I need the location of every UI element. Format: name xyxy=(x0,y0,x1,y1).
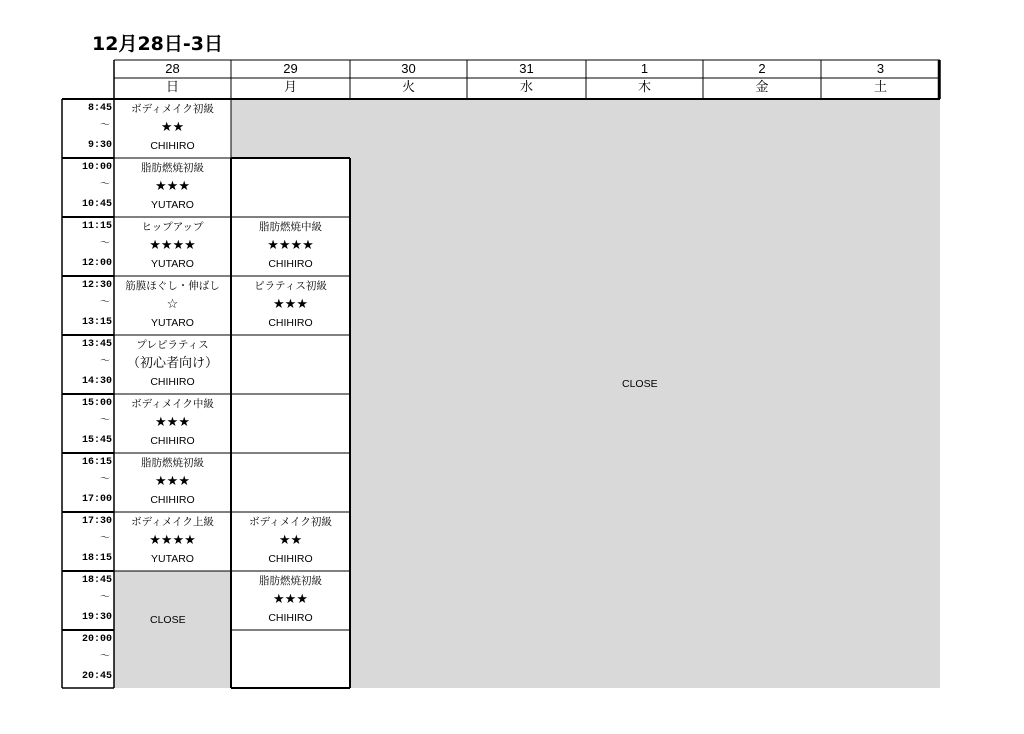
class-name: ボディメイク初級 xyxy=(131,103,214,115)
time-start: 13:45 xyxy=(81,339,112,350)
time-start: 12:30 xyxy=(81,280,112,291)
class-cell[interactable] xyxy=(231,571,350,630)
time-slot xyxy=(62,453,114,512)
class-level: ★★★★ xyxy=(149,532,196,547)
time-start: 11:15 xyxy=(81,221,112,232)
class-cell[interactable] xyxy=(231,158,350,217)
class-instructor: CHIHIRO xyxy=(150,435,195,447)
time-slot xyxy=(62,99,114,158)
class-instructor: YUTARO xyxy=(151,553,194,565)
class-level: ★★★ xyxy=(155,414,190,429)
class-name: ボディメイク初級 xyxy=(249,516,332,528)
class-name: ボディメイク中級 xyxy=(131,398,214,410)
day-weekday-3: 水 xyxy=(519,79,533,94)
class-name: 脂肪燃焼初級 xyxy=(259,575,322,587)
day-date-0: 28 xyxy=(165,61,180,76)
time-end: 14:30 xyxy=(81,376,112,387)
class-name: ボディメイク上級 xyxy=(131,516,214,528)
time-start: 20:00 xyxy=(81,634,112,645)
class-cell[interactable] xyxy=(231,630,350,689)
time-start: 16:15 xyxy=(81,457,112,468)
close-label-sunday: CLOSE xyxy=(150,614,186,626)
time-slot xyxy=(62,335,114,394)
time-end: 18:15 xyxy=(81,553,112,564)
class-instructor: CHIHIRO xyxy=(268,553,313,565)
class-instructor: CHIHIRO xyxy=(268,612,313,624)
time-start: 8:45 xyxy=(87,103,112,114)
time-sep: ～ xyxy=(100,475,110,486)
day-weekday-4: 木 xyxy=(637,79,651,94)
class-cell[interactable] xyxy=(231,335,350,394)
class-name: 筋膜ほぐし・伸ばし xyxy=(125,280,220,292)
closed-area-week xyxy=(350,99,940,688)
time-slot xyxy=(62,630,114,689)
time-sep: ～ xyxy=(100,239,110,250)
time-slot xyxy=(62,158,114,217)
day-weekday-5: 金 xyxy=(755,79,769,94)
time-sep: ～ xyxy=(100,357,110,368)
time-start: 10:00 xyxy=(81,162,112,173)
class-instructor: CHIHIRO xyxy=(150,376,195,388)
class-name: ヒップアップ xyxy=(141,221,204,233)
class-level: ★★★ xyxy=(273,296,308,311)
time-slot xyxy=(62,394,114,453)
day-date-1: 29 xyxy=(283,61,298,76)
class-cell[interactable] xyxy=(114,394,231,453)
class-instructor: CHIHIRO xyxy=(150,494,195,506)
class-instructor: CHIHIRO xyxy=(150,140,195,152)
class-cell[interactable] xyxy=(231,217,350,276)
class-name: 脂肪燃焼初級 xyxy=(141,162,204,174)
class-instructor: YUTARO xyxy=(151,199,194,211)
class-name: 脂肪燃焼初級 xyxy=(141,457,204,469)
class-level: ★★★ xyxy=(155,473,190,488)
class-level: ★★★ xyxy=(273,591,308,606)
class-instructor: YUTARO xyxy=(151,258,194,270)
time-sep: ～ xyxy=(100,121,110,132)
day-weekday-2: 火 xyxy=(401,79,415,94)
class-instructor: CHIHIRO xyxy=(268,258,313,270)
time-sep: ～ xyxy=(100,593,110,604)
class-level: ★★ xyxy=(278,532,303,547)
time-start: 17:30 xyxy=(81,516,112,527)
time-slot xyxy=(62,217,114,276)
class-instructor: CHIHIRO xyxy=(268,317,313,329)
time-slot xyxy=(62,512,114,571)
day-weekday-0: 日 xyxy=(165,79,179,94)
day-weekday-6: 土 xyxy=(873,79,887,94)
closed-area-monday-morning xyxy=(231,99,350,158)
time-sep: ～ xyxy=(100,180,110,191)
class-cell[interactable] xyxy=(231,394,350,453)
time-sep: ～ xyxy=(100,534,110,545)
class-instructor: YUTARO xyxy=(151,317,194,329)
time-slot xyxy=(62,276,114,335)
class-cell[interactable] xyxy=(231,453,350,512)
class-cell[interactable] xyxy=(231,276,350,335)
class-cell[interactable] xyxy=(114,217,231,276)
time-end: 10:45 xyxy=(81,199,112,210)
time-end: 12:00 xyxy=(81,258,112,269)
class-level: （初心者向け） xyxy=(126,355,218,370)
time-end: 13:15 xyxy=(81,317,112,328)
day-weekday-1: 月 xyxy=(283,79,297,94)
time-sep: ～ xyxy=(100,416,110,427)
schedule-title: 12月28日-3日 xyxy=(92,33,223,55)
closed-area-sunday-evening xyxy=(114,571,231,688)
class-name: ピラティス初級 xyxy=(254,280,327,292)
time-end: 17:00 xyxy=(81,494,112,505)
class-cell[interactable] xyxy=(114,335,231,394)
close-label-week: CLOSE xyxy=(622,378,658,390)
day-date-6: 3 xyxy=(876,61,885,76)
day-date-4: 1 xyxy=(640,61,649,76)
time-end: 15:45 xyxy=(81,435,112,446)
class-cell[interactable] xyxy=(114,158,231,217)
class-cell[interactable] xyxy=(114,512,231,571)
class-cell[interactable] xyxy=(231,512,350,571)
time-sep: ～ xyxy=(100,652,110,663)
class-level: ☆ xyxy=(166,296,179,311)
time-sep: ～ xyxy=(100,298,110,309)
time-slot xyxy=(62,571,114,630)
class-cell[interactable] xyxy=(114,453,231,512)
time-end: 9:30 xyxy=(87,140,112,151)
time-start: 18:45 xyxy=(81,575,112,586)
class-level: ★★★★ xyxy=(149,237,196,252)
class-level: ★★★ xyxy=(155,178,190,193)
class-name: 脂肪燃焼中級 xyxy=(259,221,322,233)
day-date-5: 2 xyxy=(758,61,766,76)
class-cell[interactable] xyxy=(114,276,231,335)
day-date-3: 31 xyxy=(519,61,534,76)
time-start: 15:00 xyxy=(81,398,112,409)
class-level: ★★ xyxy=(160,119,185,134)
class-cell[interactable] xyxy=(114,99,231,158)
class-level: ★★★★ xyxy=(267,237,314,252)
time-end: 19:30 xyxy=(81,612,112,623)
class-name: プレピラティス xyxy=(136,339,209,351)
day-date-2: 30 xyxy=(401,61,416,76)
time-end: 20:45 xyxy=(81,671,112,682)
